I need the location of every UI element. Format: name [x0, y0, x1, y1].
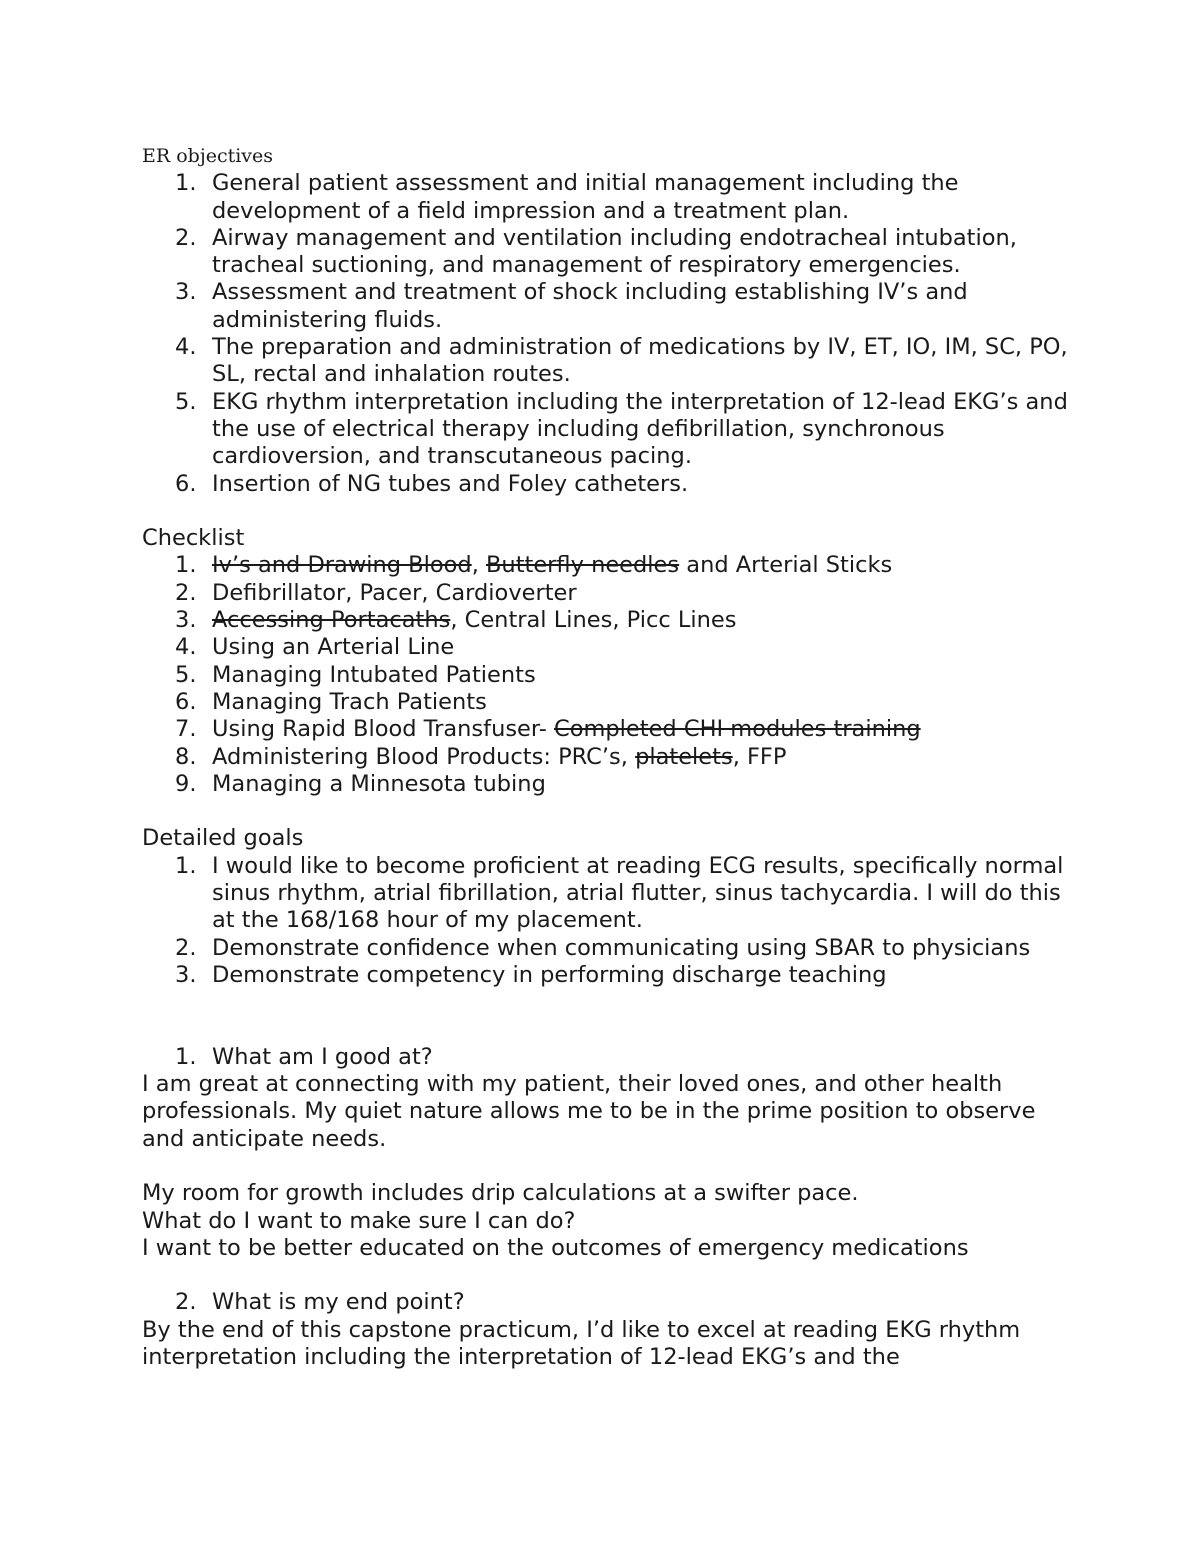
list-item — [142, 580, 1072, 607]
list-item — [142, 662, 1072, 689]
list-number: 7. — [175, 716, 197, 743]
list-number: 9. — [175, 770, 197, 797]
list-item-text: Assessment and treatment of shock including establishing IV’s and administering fluids. — [212, 279, 968, 333]
list-item-text: General patient assessment and initial management including the development of a field impression and a treatment plan. — [212, 170, 959, 224]
checklist-list — [142, 552, 1072, 798]
spacer — [142, 498, 1072, 525]
list-number: 1. — [175, 170, 197, 197]
checklist-text: and Arterial Sticks — [679, 552, 893, 579]
list-item — [142, 935, 1072, 962]
list-item — [142, 225, 1072, 280]
list-item — [142, 552, 1072, 579]
list-number: 5. — [175, 388, 197, 415]
answer-paragraph: By the end of this capstone practicum, I’d like to excel at reading EKG rhythm interpretation including the interpretation of 12-lead EKG’s and the — [142, 1316, 1021, 1371]
list-number: 3. — [175, 607, 197, 634]
spacer — [142, 1153, 1072, 1180]
question-text: What is my end point? — [212, 1289, 465, 1316]
er-objectives-heading: ER objectives — [142, 145, 274, 167]
list-item — [142, 634, 1072, 661]
list-item — [142, 853, 1072, 935]
list-number: 6. — [175, 688, 197, 715]
list-number: 2. — [175, 224, 197, 251]
list-item — [142, 744, 1072, 771]
checklist-text: , FFP — [732, 743, 787, 770]
reflection-question-1 — [142, 1044, 1072, 1071]
growth-paragraph: My room for growth includes drip calculations at a swifter pace. — [142, 1180, 859, 1207]
list-item — [142, 1044, 1072, 1071]
checklist-text: , — [471, 552, 486, 579]
list-item-text: Airway management and ventilation including endotracheal intubation, tracheal suctioning, and management of respiratory emergencies. — [212, 224, 1017, 279]
spacer — [142, 1262, 1072, 1289]
checklist-text: Using Rapid Blood Transfuser- — [212, 716, 554, 743]
detailed-goals-list — [142, 853, 1072, 989]
list-number: 2. — [175, 1289, 197, 1316]
list-item — [142, 334, 1072, 389]
checklist-text: Defibrillator, Pacer, Cardioverter — [212, 579, 577, 606]
checklist-text-struck: Iv’s and Drawing Blood — [212, 552, 472, 579]
answer-paragraph: I am great at connecting with my patient, their loved ones, and other health professionals. My quiet nature allows me to be in the prime position to observe and anticipate needs. — [142, 1071, 1036, 1152]
checklist-text-struck: Completed CHI modules training — [553, 716, 921, 743]
checklist-heading: Checklist — [142, 525, 245, 552]
list-number: 1. — [175, 852, 197, 879]
list-number: 4. — [175, 634, 197, 661]
spacer — [142, 989, 1072, 1044]
spacer — [142, 798, 1072, 825]
list-number: 5. — [175, 661, 197, 688]
checklist-text: , Central Lines, Picc Lines — [450, 607, 737, 634]
er-objectives-list — [142, 170, 1072, 498]
checklist-text-struck: platelets — [635, 743, 733, 770]
answer-paragraph: I want to be better educated on the outcomes of emergency medications — [142, 1234, 969, 1261]
document-body — [142, 143, 1072, 1371]
list-number: 6. — [175, 470, 197, 497]
list-number: 1. — [175, 1043, 197, 1070]
list-item — [142, 716, 1072, 743]
checklist-text: Managing Trach Patients — [212, 688, 487, 715]
list-item-text: Insertion of NG tubes and Foley catheters. — [212, 470, 689, 497]
list-item — [142, 170, 1072, 225]
list-item — [142, 771, 1072, 798]
list-item — [142, 689, 1072, 716]
list-number: 2. — [175, 934, 197, 961]
list-item — [142, 962, 1072, 989]
checklist-text: Managing a Minnesota tubing — [212, 770, 546, 797]
list-number: 3. — [175, 279, 197, 306]
list-item — [142, 389, 1072, 471]
list-item-text: Demonstrate confidence when communicating using SBAR to physicians — [212, 934, 1031, 961]
list-number: 8. — [175, 743, 197, 770]
list-item — [142, 1289, 1072, 1316]
question-text: What am I good at? — [212, 1043, 433, 1070]
checklist-text: Using an Arterial Line — [212, 634, 455, 661]
question-paragraph: What do I want to make sure I can do? — [142, 1207, 576, 1234]
list-item — [142, 607, 1072, 634]
checklist-text-struck: Accessing Portacaths — [212, 607, 451, 634]
list-number: 3. — [175, 961, 197, 988]
list-item-text: The preparation and administration of medications by IV, ET, IO, IM, SC, PO, SL, rectal and inhalation routes. — [212, 334, 1068, 388]
list-number: 2. — [175, 579, 197, 606]
list-number: 1. — [175, 552, 197, 579]
list-item-text: Demonstrate competency in performing discharge teaching — [212, 961, 887, 988]
checklist-text: Administering Blood Products: PRC’s, — [212, 743, 636, 770]
checklist-text: Managing Intubated Patients — [212, 661, 536, 688]
reflection-question-2 — [142, 1289, 1072, 1316]
list-item — [142, 279, 1072, 334]
checklist-text-struck: Butterfly needles — [486, 552, 680, 579]
list-item-text: I would like to become proficient at reading ECG results, specifically normal sinus rhythm, atrial fibrillation, atrial flutter, sinus tachycardia. I will do this at the 168/168 hour of my placement. — [212, 852, 1064, 934]
list-item — [142, 471, 1072, 498]
list-number: 4. — [175, 334, 197, 361]
list-item-text: EKG rhythm interpretation including the interpretation of 12-lead EKG’s and the use of electrical therapy including defibrillation, synchronous cardioversion, and transcutaneous pacing. — [212, 388, 1068, 470]
detailed-goals-heading: Detailed goals — [142, 825, 304, 852]
